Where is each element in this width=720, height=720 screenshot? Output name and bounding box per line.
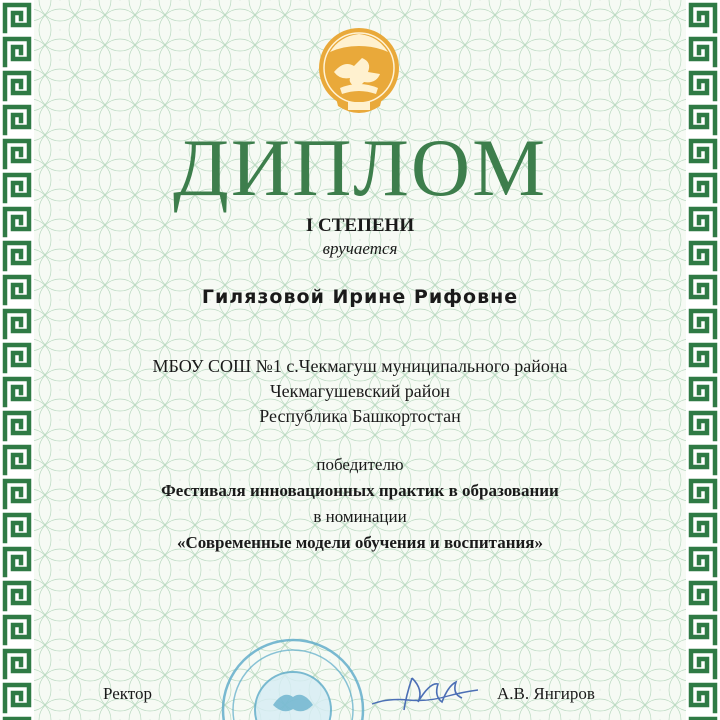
recipient-name: Гилязовой Ирине Рифовне xyxy=(201,286,519,308)
festival-name: Фестиваля инновационных практик в образовании xyxy=(161,481,559,500)
winner-of-label: победителю xyxy=(316,455,404,474)
bashkortostan-emblem-icon xyxy=(310,22,408,120)
signatory-role: Ректор xyxy=(103,684,153,703)
presented-to-label: вручается xyxy=(322,239,398,258)
organization-line-2: Чекмагушевский район xyxy=(269,381,451,401)
nomination-name: «Современные модели обучения и воспитания» xyxy=(176,533,544,552)
diploma-title: ДИПЛОМ xyxy=(172,122,548,213)
signatory-name: А.В. Янгиров xyxy=(497,684,595,703)
official-stamp-icon xyxy=(218,635,368,720)
handwritten-signature xyxy=(368,672,483,714)
diploma-degree: I СТЕПЕНИ xyxy=(305,215,415,236)
organization-line-1: МБОУ СОШ №1 с.Чекмагуш муниципального района xyxy=(152,356,568,376)
nomination-label: в номинации xyxy=(313,507,407,526)
organization-line-3: Республика Башкортостан xyxy=(259,406,461,426)
